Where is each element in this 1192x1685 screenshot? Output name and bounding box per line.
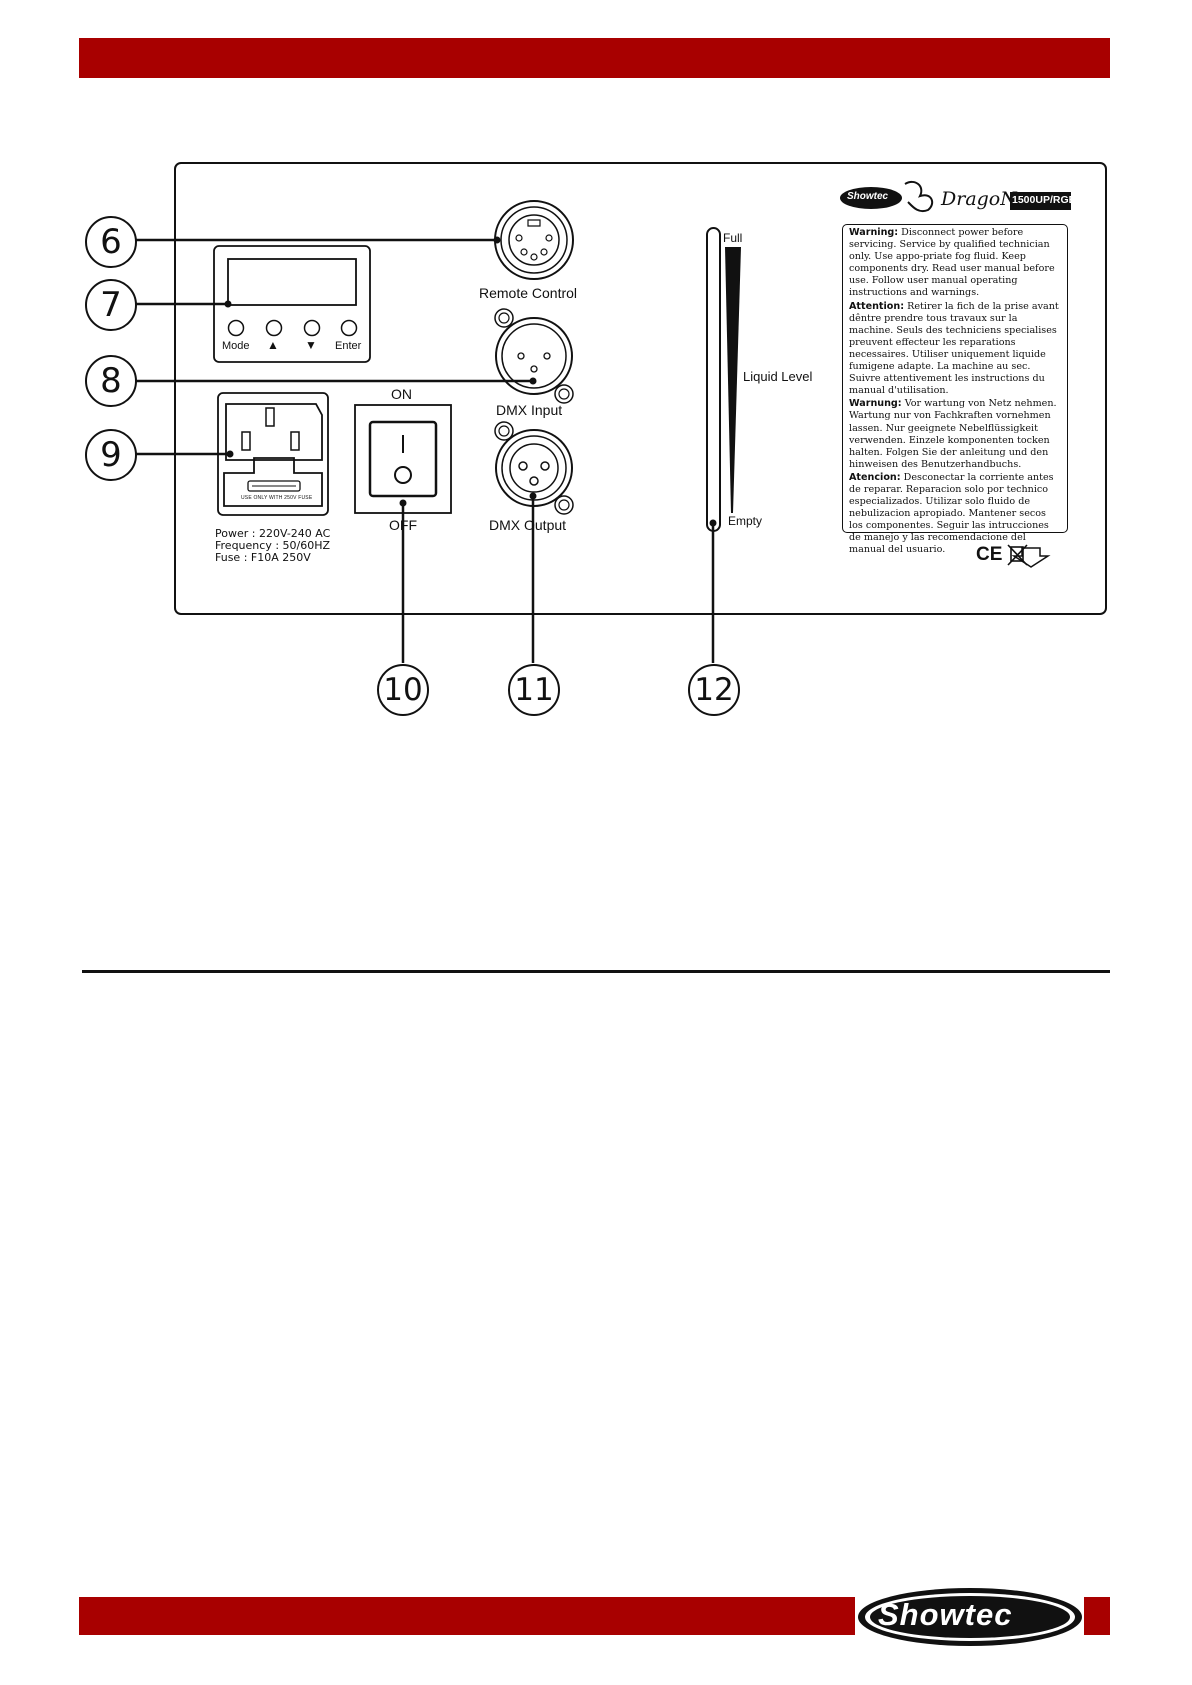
- panel-logo-text: Showtec: [847, 191, 889, 202]
- footer-bar: [79, 1597, 855, 1635]
- footer-logo-text: Showtec: [878, 1597, 1013, 1632]
- warning-fr: Attention: Retirer la fich de la prise avant dêntre prendre tous travaux sur la machine. Seuls des techniciens specialises preuvent effecteur les reparations necessaires. Utiliser uniquement liquide fumigene adapte. La machine au sec. Suivre attentivement les instructions du manual d'utilisation.: [849, 300, 1059, 397]
- callout-11: 11: [508, 664, 560, 716]
- liquid-level-label: Liquid Level: [743, 369, 813, 384]
- callout-12: 12: [688, 664, 740, 716]
- callout-6: 6: [85, 216, 137, 268]
- callout-8: 8: [85, 355, 137, 407]
- footer-bar-right: [1084, 1597, 1110, 1635]
- mode-label: Mode: [222, 340, 250, 352]
- dmx-input-connector: [495, 309, 573, 403]
- enter-label: Enter: [335, 340, 362, 352]
- dmx-input-label: DMX Input: [496, 402, 563, 418]
- up-label: ▲: [267, 338, 279, 352]
- warning-es: Atencion: Desconectar la corriente antes de reparar. Reparacion solo por technico especializados. Utilizar solo fluido de nebulizacion apropiado. Mantener secos los componentes. Seguir las intrucciones de manejo y las recomendacione del manual del usuario.: [849, 471, 1054, 556]
- frequency-spec: Frequency : 50/60HZ: [215, 539, 331, 552]
- liquid-full-label: Full: [723, 231, 743, 245]
- product-name: DragoN: [941, 188, 1017, 210]
- ce-mark: CE: [976, 544, 1003, 565]
- mode-button: [229, 321, 244, 336]
- switch-off-label: OFF: [389, 517, 417, 533]
- dmx-output-label: DMX Output: [489, 517, 567, 533]
- callout-9: 9: [85, 429, 137, 481]
- dmx-output-connector: [495, 422, 573, 514]
- warning-de: Warnung: Vor wartung von Netz nehmen. Wartung nur von Fachkraften vornehmen lassen. Nur geeignete Nebelflüssigkeit verwenden. Einzele komponenten tocken halten. Folgen Sie der anleitung und den hinweisen des Benutzerhandbuchs.: [849, 398, 1057, 470]
- remote-control-label: Remote Control: [479, 285, 578, 301]
- callout-10: 10: [377, 664, 429, 716]
- enter-button: [342, 321, 357, 336]
- warning-en: Warning: Disconnect power before servicing. Service by qualified technician only. Use appo-priate fog fluid. Keep components dry. Read user manual before use. Follow user manual operating instructions and warnings.: [849, 227, 1055, 299]
- fuse-spec: Fuse : F10A 250V: [215, 551, 311, 564]
- section-divider: [82, 970, 1110, 973]
- up-button: [267, 321, 282, 336]
- fuse-note: USE ONLY WITH 250V FUSE: [241, 495, 313, 501]
- lcd-display: [228, 259, 356, 305]
- down-button: [305, 321, 320, 336]
- remote-connector: [495, 201, 573, 279]
- power-spec: Power : 220V-240 AC: [215, 527, 331, 540]
- liquid-level-wedge: [725, 247, 741, 513]
- rocker-switch: [370, 422, 436, 496]
- down-label: ▼: [305, 338, 317, 352]
- warning-label: [842, 224, 1068, 556]
- callout-7: 7: [85, 279, 137, 331]
- liquid-empty-label: Empty: [728, 514, 763, 528]
- switch-on-label: ON: [391, 386, 412, 402]
- model-name: 1500UP/RGB: [1012, 194, 1077, 206]
- liquid-level-window: [707, 228, 720, 531]
